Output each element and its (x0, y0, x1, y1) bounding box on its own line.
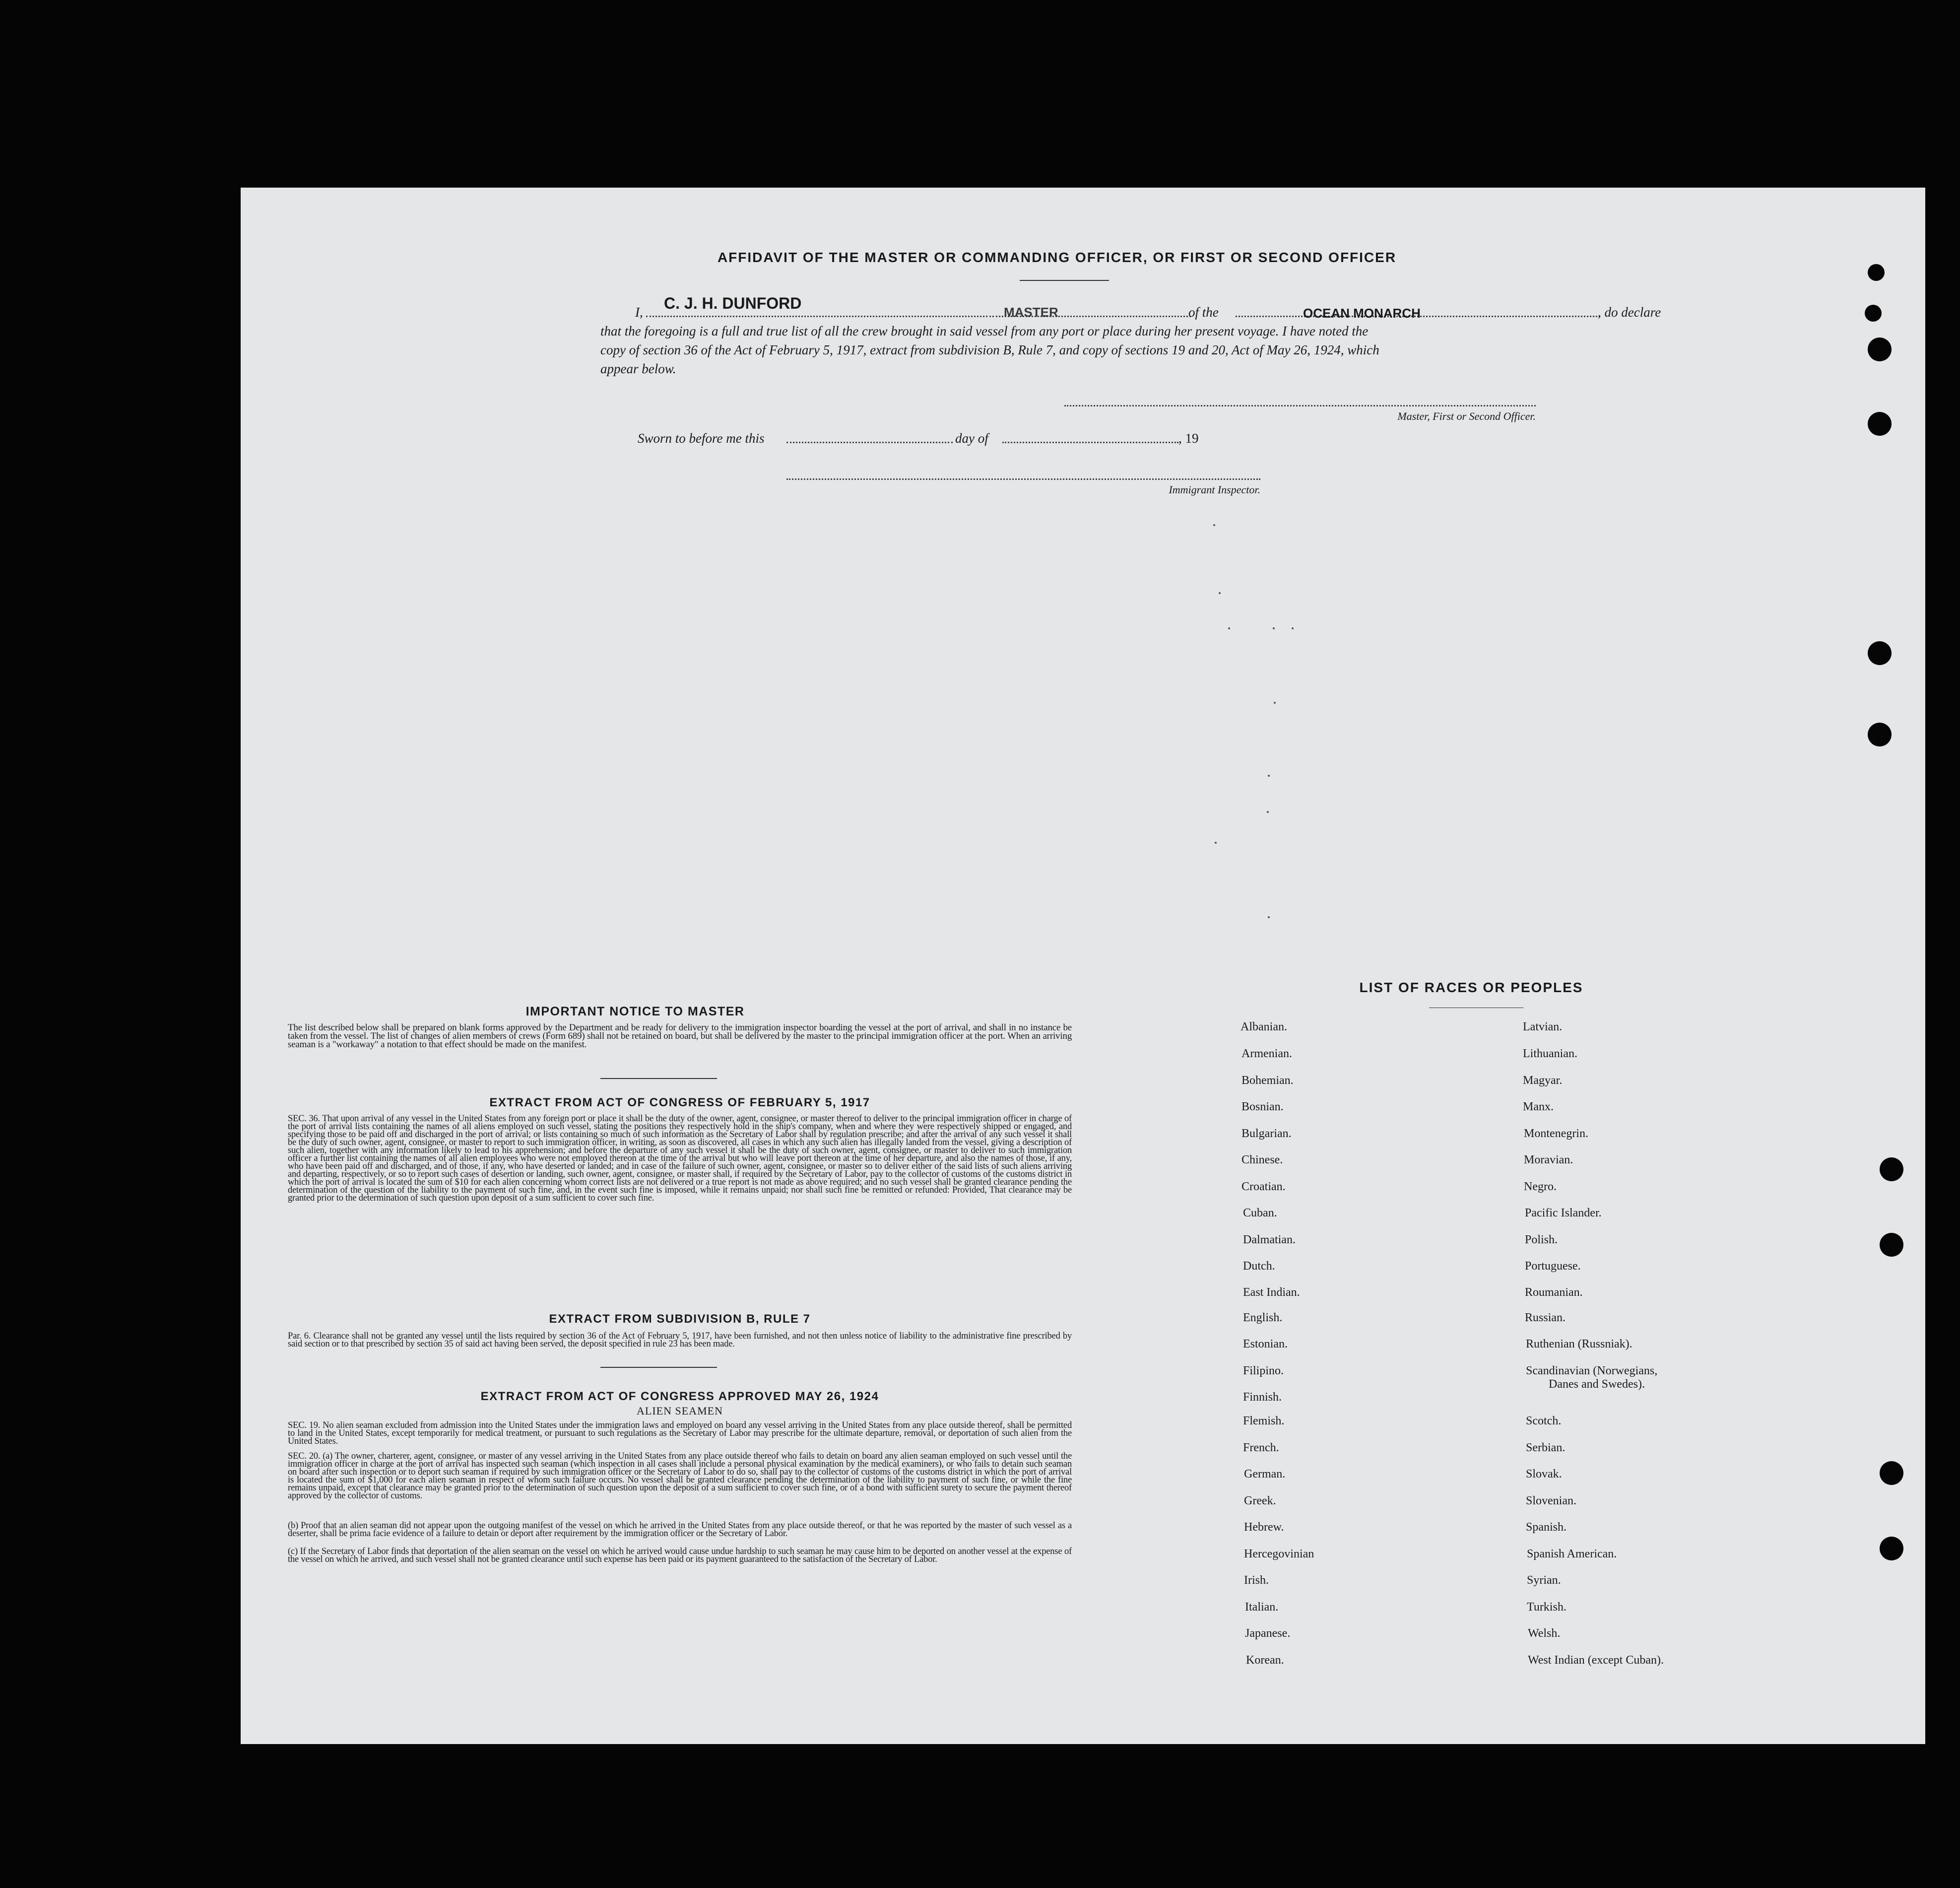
race-item: Bosnian. (1241, 1100, 1284, 1113)
document-page (241, 188, 1925, 1744)
race-item: Filipino. (1243, 1364, 1284, 1377)
notice-text: The list described below shall be prepared on blank forms approved by the Department and be ready for delivery to the immigration inspector boarding the vessel at the port of arrival, and shall in no instance be taken from the vessel. The list of changes of alien members of crews (Form 689) shall not be retained on board, but shall be delivered by the master to the principal immigration officer at the port. When an arriving seaman is a "workaway" a notation to that effect should be made on the manifest. (288, 1022, 1072, 1050)
binder-hole (1868, 337, 1892, 361)
race-item: Korean. (1246, 1654, 1284, 1667)
binder-hole (1868, 412, 1892, 436)
extract-1924-sec20c: (c) If the Secretary of Labor finds that deportation of the alien seaman on the vessel on which he arrived would cause undue hardship to such seaman he may cause him to be deported on another vessel at the expense of the vessel on which he arrived, and such vessel shall not be granted clearance until such expense has been paid or its payment guaranteed to the satisfaction of the Secretary of Labor. (288, 1547, 1072, 1564)
race-item: Irish. (1244, 1574, 1269, 1587)
i-label: I, (635, 305, 643, 320)
binder-hole (1868, 264, 1885, 281)
paper-speck (1274, 702, 1276, 704)
race-item: Spanish. (1526, 1521, 1567, 1534)
officer-rank: MASTER (1004, 305, 1058, 320)
race-item: Serbian. (1526, 1441, 1566, 1454)
race-item: Ruthenian (Russniak). (1526, 1338, 1633, 1350)
race-item: Cuban. (1243, 1207, 1277, 1219)
race-item: West Indian (except Cuban). (1528, 1654, 1664, 1667)
notice-divider (600, 1078, 717, 1079)
binder-hole (1880, 1233, 1903, 1257)
master-name: C. J. H. DUNFORD (664, 294, 802, 312)
race-item: Bulgarian. (1241, 1127, 1292, 1140)
race-item: Portuguese. (1525, 1260, 1581, 1273)
name-field-line (646, 316, 991, 317)
race-item: Dutch. (1243, 1260, 1275, 1273)
binder-hole (1880, 1537, 1903, 1560)
race-item: Albanian. (1241, 1020, 1287, 1033)
race-item: English. (1243, 1311, 1283, 1324)
paper-speck (1219, 592, 1221, 594)
race-item: Hercegovinian (1244, 1548, 1314, 1560)
race-item: Italian. (1245, 1601, 1279, 1614)
title-divider (1020, 280, 1109, 281)
extract-1924-sec19: SEC. 19. No alien seaman excluded from admission into the United States under the immigration laws and employed on board any vessel arriving in the United States from any place outside thereof, shall be permitted to land in the United States, except temporarily for medical treatment, or pursuant to such regulations as the Secretary of Labor may prescribe for the ultimate departure, removal, or deportation of such alien from the United States. (288, 1420, 1072, 1446)
binder-hole (1865, 305, 1882, 322)
race-item: East Indian. (1243, 1286, 1300, 1299)
paper-speck (1267, 811, 1269, 813)
race-item: Negro. (1524, 1180, 1557, 1193)
extract-1917-title: EXTRACT FROM ACT OF CONGRESS OF FEBRUARY 5, 1917 (489, 1096, 870, 1109)
sworn-prefix: Sworn to before me this (638, 431, 765, 446)
race-item: Turkish. (1527, 1601, 1567, 1614)
race-item: Scandinavian (Norwegians, (1526, 1364, 1658, 1377)
vessel-name: OCEAN MONARCH (1303, 306, 1421, 321)
race-item: Latvian. (1523, 1020, 1563, 1033)
race-item: Manx. (1523, 1100, 1554, 1113)
rule7-divider (600, 1367, 717, 1368)
paper-speck (1215, 842, 1217, 844)
race-item: Croatian. (1241, 1180, 1286, 1193)
extract-1924-sec20b: (b) Proof that an alien seaman did not appear upon the outgoing manifest of the vessel on which he arrived in the United States from any place outside thereof, or that he was reported by the master of such vessel as a deserter, shall be prima facie evidence of a failure to detain or deport after requirement by the immigration officer or the Secretary of Labor. (288, 1521, 1072, 1539)
race-item: Slovak. (1526, 1468, 1562, 1481)
binder-hole (1868, 723, 1892, 746)
affidavit-line-4: appear below. (600, 361, 676, 376)
affidavit-line-3: copy of section 36 of the Act of February 5, 1917, extract from subdivision B, Rule 7, and copy of sections 19 and 20, Act of May 26, 1924, which (600, 342, 1379, 357)
extract-1917-text: SEC. 36. That upon arrival of any vessel in the United States from any foreign port or place it shall be the duty of the owner, agent, consignee, or master thereof to deliver to the principal immigration officer in charge of the port of arrival lists containing the names of all aliens employed on such vessel, stating the positions they respectively hold in the ship's company, when and where they were respectively shipped or engaged, and specifying those to be paid off and discharged in the port of arrival; or lists containing so much of such information as the Secretary of Labor shall by regulation prescribe; and after the arrival of any such vessel it shall be the duty of such owner, agent, consignee, or master to report to such immigration officer, in writing, as soon as discovered, all cases in which any such alien has illegally landed from the vessel, giving a description of such alien, together with any information likely to lead to his apprehension; and before the departure of any such vessel it shall be the duty of such owner, agent, consignee, or master to deliver to such immigration officer a further list containing the names of all alien employees who were not employed thereon at the time of the arrival but who will leave port thereon at the time of her departure, and also the names of those, if any, who have been paid off and discharged, and of those, if any, who have deserted or landed; and in case of the failure of such owner, agent, consignee, or master so to deliver either of the said lists of such aliens arriving and departing, respectively, or so to report such cases of desertion or landing, such owner, agent, consignee, or master shall, if required by the Secretary of Labor, pay to the collector of customs of the customs district in which the port of arrival is located the sum of $10 for each alien concerning whom correct lists are not delivered or a true report is not made as above required; and no such vessel shall be granted clearance pending the determination of the question of the liability to the payment of such fine, and, in the event such fine is imposed, while it remains unpaid; nor shall such fine be remitted or refunded: Provided, That clearance may be granted prior to the determination of such question upon deposit of a sum sufficient to cover such fine. (288, 1114, 1072, 1203)
paper-speck (1228, 627, 1230, 629)
extract-1924-title: EXTRACT FROM ACT OF CONGRESS APPROVED MAY 26, 1924 (480, 1390, 879, 1403)
notice-title: IMPORTANT NOTICE TO MASTER (525, 1005, 745, 1018)
of-the-label: of the (1188, 305, 1219, 320)
extract-rule7-text: Par. 6. Clearance shall not be granted any vessel until the lists required by section 36 of the Act of February 5, 1917, have been furnished, and not then unless notice of liability to the administrative fine prescribed by said section or to that prescribed by section 35 of said act having been served, the deposit specified in rule 23 has been made. (288, 1331, 1072, 1349)
inspector-caption: Immigrant Inspector. (1169, 483, 1260, 496)
race-item: Russian. (1525, 1311, 1566, 1324)
do-declare-label: , do declare (1598, 305, 1661, 320)
race-item: Chinese. (1241, 1153, 1283, 1166)
signature-line (1064, 405, 1536, 406)
race-item: Roumanian. (1525, 1286, 1583, 1299)
race-item: Finnish. (1243, 1391, 1282, 1404)
race-item: Magyar. (1523, 1074, 1563, 1087)
paper-speck (1213, 524, 1215, 526)
race-item: Estonian. (1243, 1338, 1288, 1350)
sworn-month-line (1002, 442, 1178, 443)
affidavit-line-1 (635, 294, 1776, 323)
races-title: LIST OF RACES OR PEOPLES (1359, 980, 1583, 995)
race-item: Welsh. (1528, 1627, 1561, 1640)
race-item: Dalmatian. (1243, 1233, 1296, 1246)
paper-speck (1268, 775, 1270, 777)
race-item: Syrian. (1527, 1574, 1561, 1587)
race-item: Japanese. (1245, 1627, 1291, 1640)
inspector-line (786, 478, 1260, 480)
race-item: German. (1244, 1468, 1286, 1481)
binder-hole (1880, 1157, 1903, 1181)
race-item: Montenegrin. (1524, 1127, 1588, 1140)
race-item: Flemish. (1243, 1415, 1285, 1427)
race-item: Lithuanian. (1523, 1047, 1577, 1060)
affidavit-line-2: that the foregoing is a full and true list of all the crew brought in said vessel from any port or place during her present voyage. I have noted the (600, 324, 1369, 338)
race-item-continuation: Danes and Swedes). (1549, 1378, 1645, 1391)
paper-speck (1273, 627, 1275, 629)
sworn-line (638, 429, 1283, 449)
year-prefix: , 19 (1178, 431, 1199, 446)
extract-1924-subtitle: ALIEN SEAMEN (637, 1405, 723, 1417)
extract-1924-sec20a: SEC. 20. (a) The owner, charterer, agent, consignee, or master of any vessel arriving in the United States from any place outside thereof who fails to detain on board any alien seaman employed on such vessel until the immigration officer in charge at the port of arrival has inspected such seaman (which inspection in all cases shall include a personal physical examination by the medical examiners), or who fails to detain such seaman on board after such inspection or to deport such seaman if required by such immigration officer or the Secretary of Labor to do so, shall pay to the collector of customs of the customs district in which the port of arrival is located the sum of $1,000 for each alien seaman in respect of whom such failure occurs. No vessel shall be granted clearance pending the determination of the liability to payment of such fine, or while the fine remains unpaid, except that clearance may be granted prior to the determination of such question upon the deposit of a sum sufficient to cover such fine, or of a bond with sufficient surety to secure the payment thereof approved by the collector of customs. (288, 1451, 1072, 1501)
binder-hole (1880, 1461, 1903, 1485)
extract-rule7-title: EXTRACT FROM SUBDIVISION B, RULE 7 (549, 1312, 811, 1326)
race-item: Scotch. (1526, 1415, 1562, 1427)
race-item: Slovenian. (1526, 1494, 1576, 1507)
race-item: Spanish American. (1527, 1548, 1617, 1560)
race-item: Armenian. (1241, 1047, 1292, 1060)
race-item: Greek. (1244, 1494, 1276, 1507)
race-item: Polish. (1525, 1233, 1558, 1246)
sworn-day-line (786, 442, 953, 443)
race-item: Pacific Islander. (1525, 1207, 1602, 1219)
affidavit-title: AFFIDAVIT OF THE MASTER OR COMMANDING OFFICER, OR FIRST OR SECOND OFFICER (717, 250, 1397, 265)
race-item: Hebrew. (1244, 1521, 1284, 1534)
paper-speck (1268, 916, 1270, 918)
race-item: Bohemian. (1241, 1074, 1294, 1087)
signature-caption: Master, First or Second Officer. (1397, 410, 1536, 422)
binder-hole (1868, 641, 1892, 665)
day-of-label: day of (955, 431, 988, 446)
paper-speck (1292, 627, 1294, 629)
race-item: French. (1243, 1441, 1279, 1454)
race-item: Moravian. (1524, 1153, 1573, 1166)
